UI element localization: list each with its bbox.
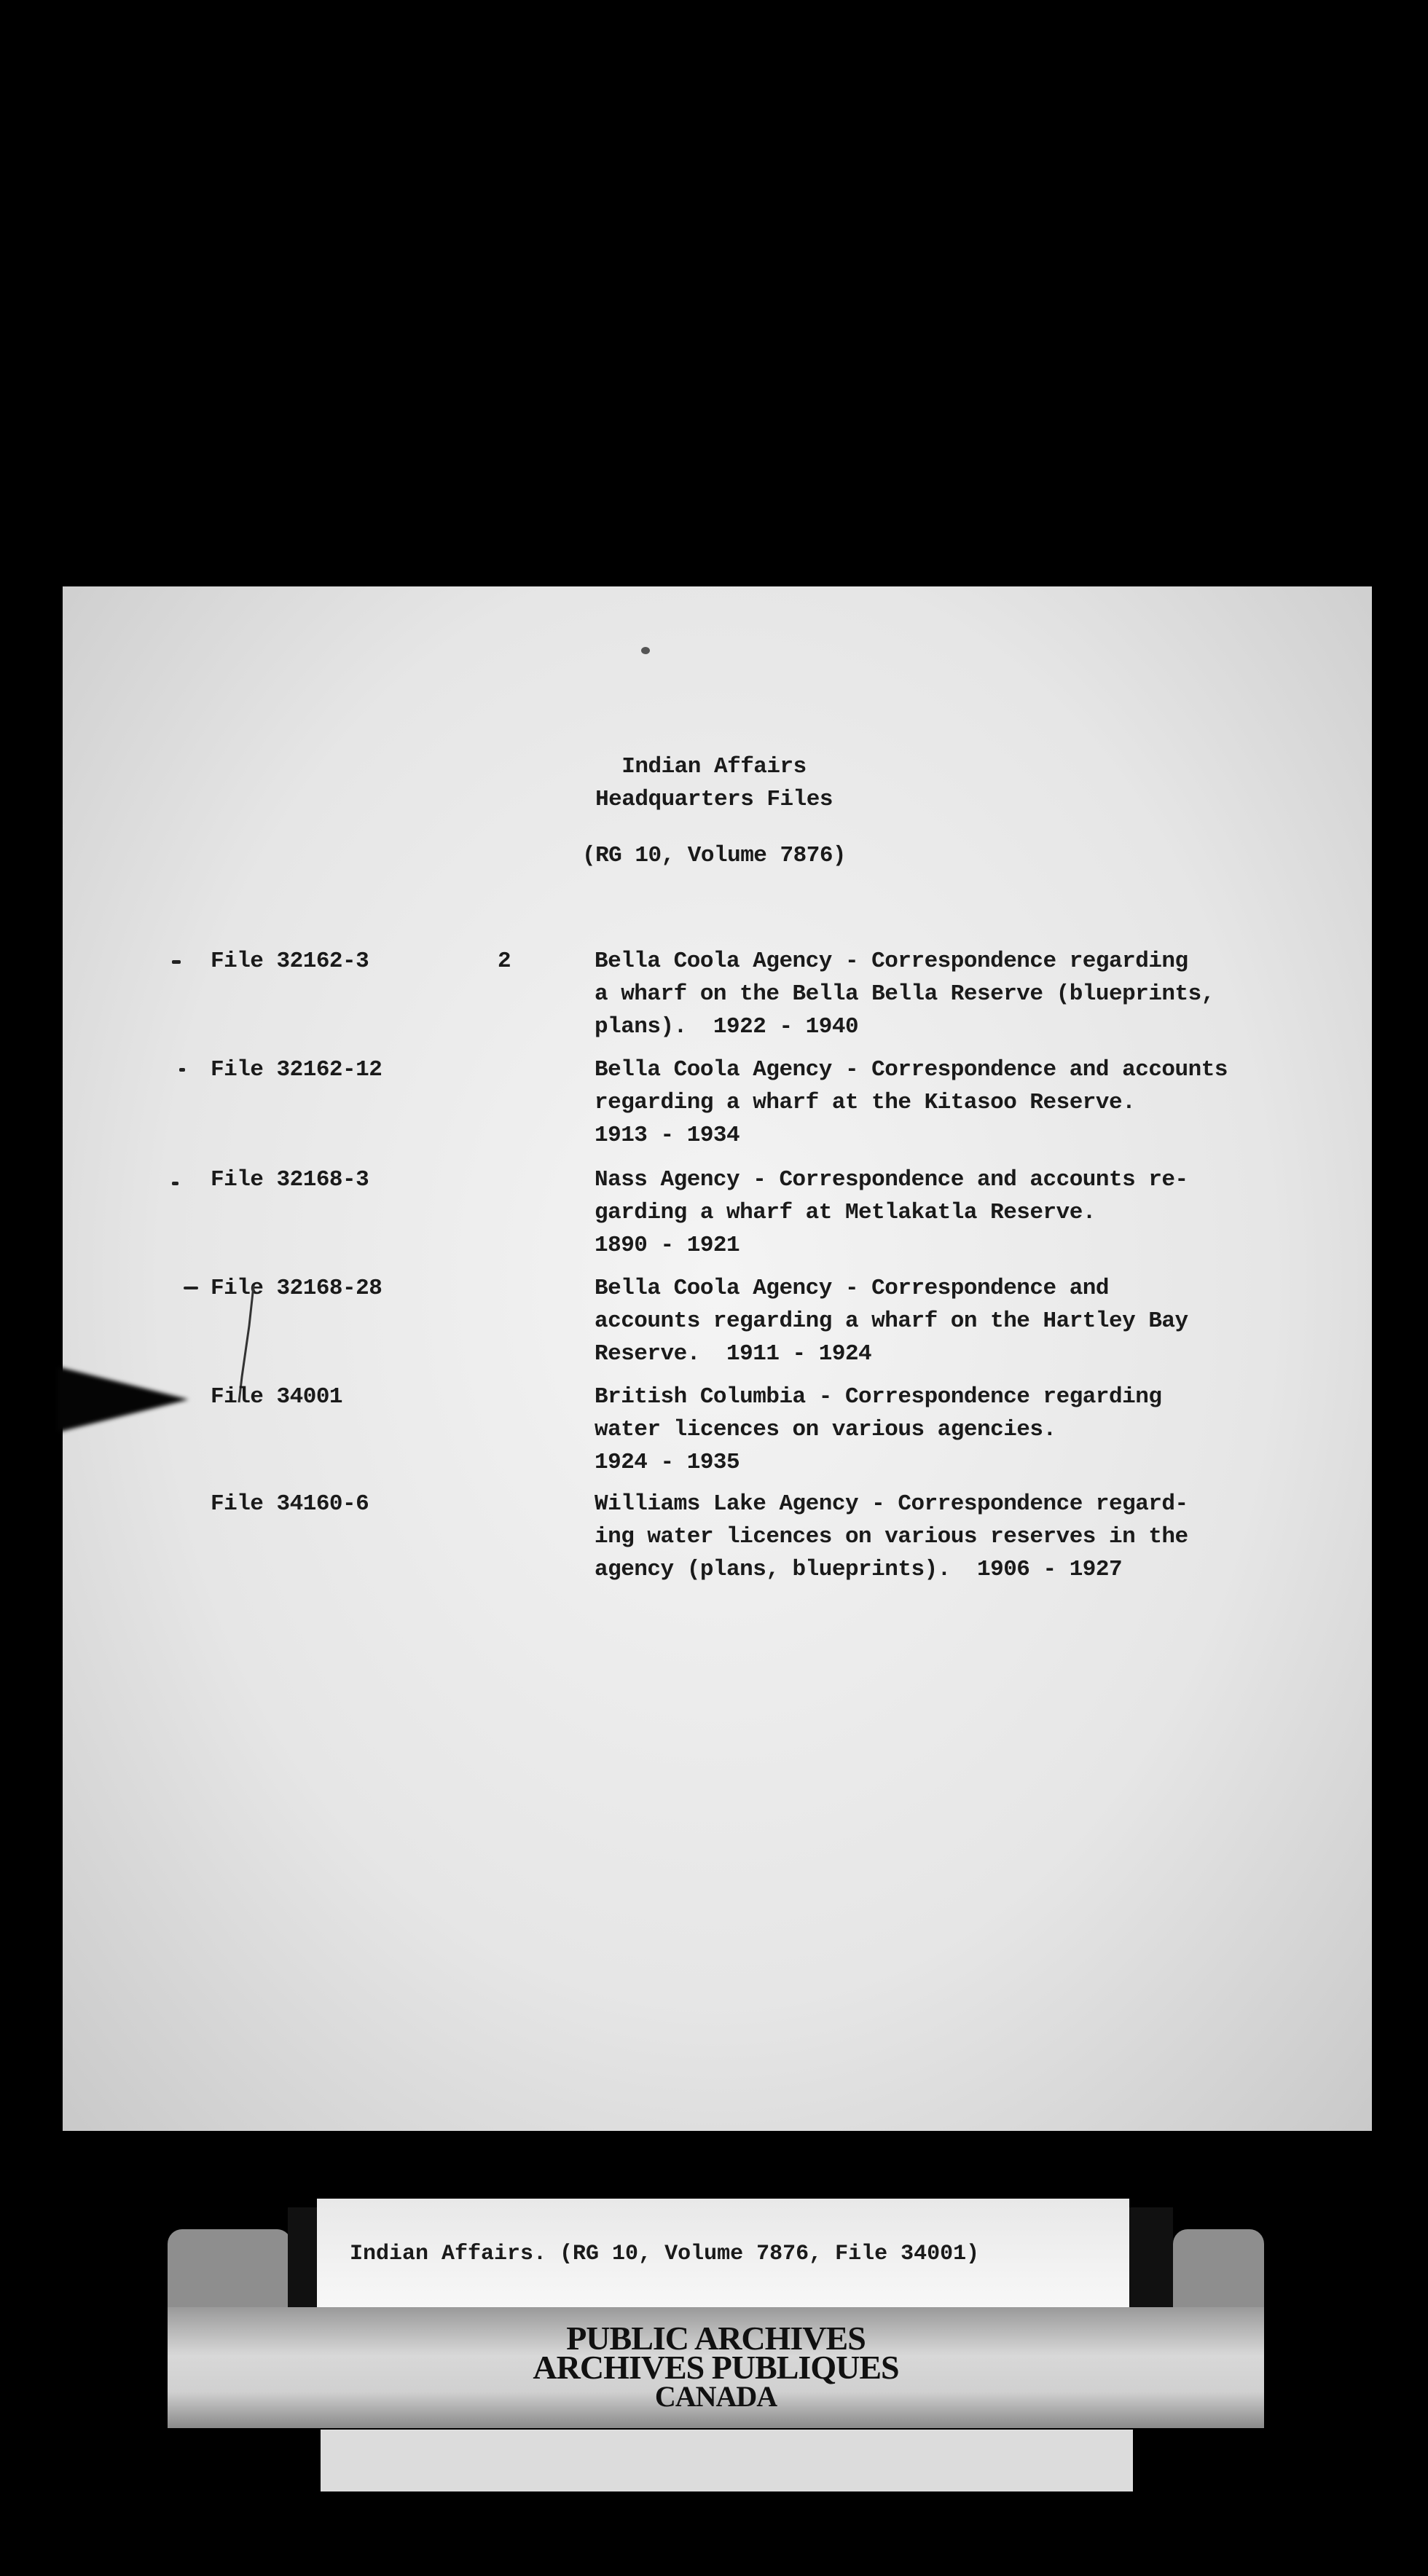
holder-post-left <box>288 2207 317 2309</box>
file-label: File 32168-28 <box>211 1276 382 1301</box>
entry-line: 1924 - 1935 <box>595 1450 740 1475</box>
entry-line: Reserve. 1911 - 1924 <box>595 1341 872 1367</box>
tick-mark <box>172 1182 178 1185</box>
stamp-line: CANADA <box>654 2380 777 2413</box>
entry-line: accounts regarding a wharf on the Hartley Bay <box>595 1308 1188 1334</box>
file-label: File 34001 <box>211 1384 343 1410</box>
entry-line: 1913 - 1934 <box>595 1123 740 1148</box>
entry-line: plans). 1922 - 1940 <box>595 1014 859 1040</box>
header-subtitle: Headquarters Files <box>595 787 833 812</box>
lower-card <box>321 2430 1133 2491</box>
entry-line: regarding a wharf at the Kitasoo Reserve. <box>595 1090 1136 1115</box>
tick-mark <box>179 1068 185 1072</box>
entry-line: Williams Lake Agency - Correspondence regard- <box>595 1491 1188 1517</box>
target-card-text: Indian Affairs. (RG 10, Volume 7876, File 34001) <box>350 2242 980 2266</box>
tick-mark <box>172 960 181 964</box>
entry-line: water licences on various agencies. <box>595 1417 1056 1442</box>
entry-line: a wharf on the Bella Bella Reserve (blueprints, <box>595 981 1215 1007</box>
holder-right <box>1173 2229 1264 2313</box>
file-label: File 32162-3 <box>211 949 369 974</box>
entry-line: 1890 - 1921 <box>595 1233 740 1258</box>
file-label: File 32168-3 <box>211 1167 369 1193</box>
tick-mark <box>184 1287 198 1289</box>
entry-line: Bella Coola Agency - Correspondence and <box>595 1276 1110 1301</box>
entry-line: British Columbia - Correspondence regarding <box>595 1384 1162 1410</box>
stamp-line: ARCHIVES PUBLIQUES <box>533 2349 899 2386</box>
entry-line: Bella Coola Agency - Correspondence regarding <box>595 949 1188 974</box>
file-label: File 32162-12 <box>211 1057 382 1083</box>
header-volume: (RG 10, Volume 7876) <box>581 843 847 868</box>
entry-line: Bella Coola Agency - Correspondence and accounts <box>595 1057 1228 1083</box>
punch-mark <box>641 647 650 654</box>
header-title: Indian Affairs <box>621 754 807 780</box>
pointer-arrow-icon <box>58 1367 189 1432</box>
stamp-line: PUBLIC ARCHIVES <box>566 2320 866 2357</box>
entry-line: Nass Agency - Correspondence and accounts re- <box>595 1167 1188 1193</box>
holder-left <box>168 2229 291 2313</box>
file-number: 2 <box>498 949 511 974</box>
holder-post-right <box>1129 2207 1173 2309</box>
entry-line: garding a wharf at Metlakatla Reserve. <box>595 1200 1096 1225</box>
file-label: File 34160-6 <box>211 1491 369 1517</box>
entry-line: agency (plans, blueprints). 1906 - 1927 <box>595 1557 1123 1582</box>
entry-line: ing water licences on various reserves in the <box>595 1524 1188 1550</box>
